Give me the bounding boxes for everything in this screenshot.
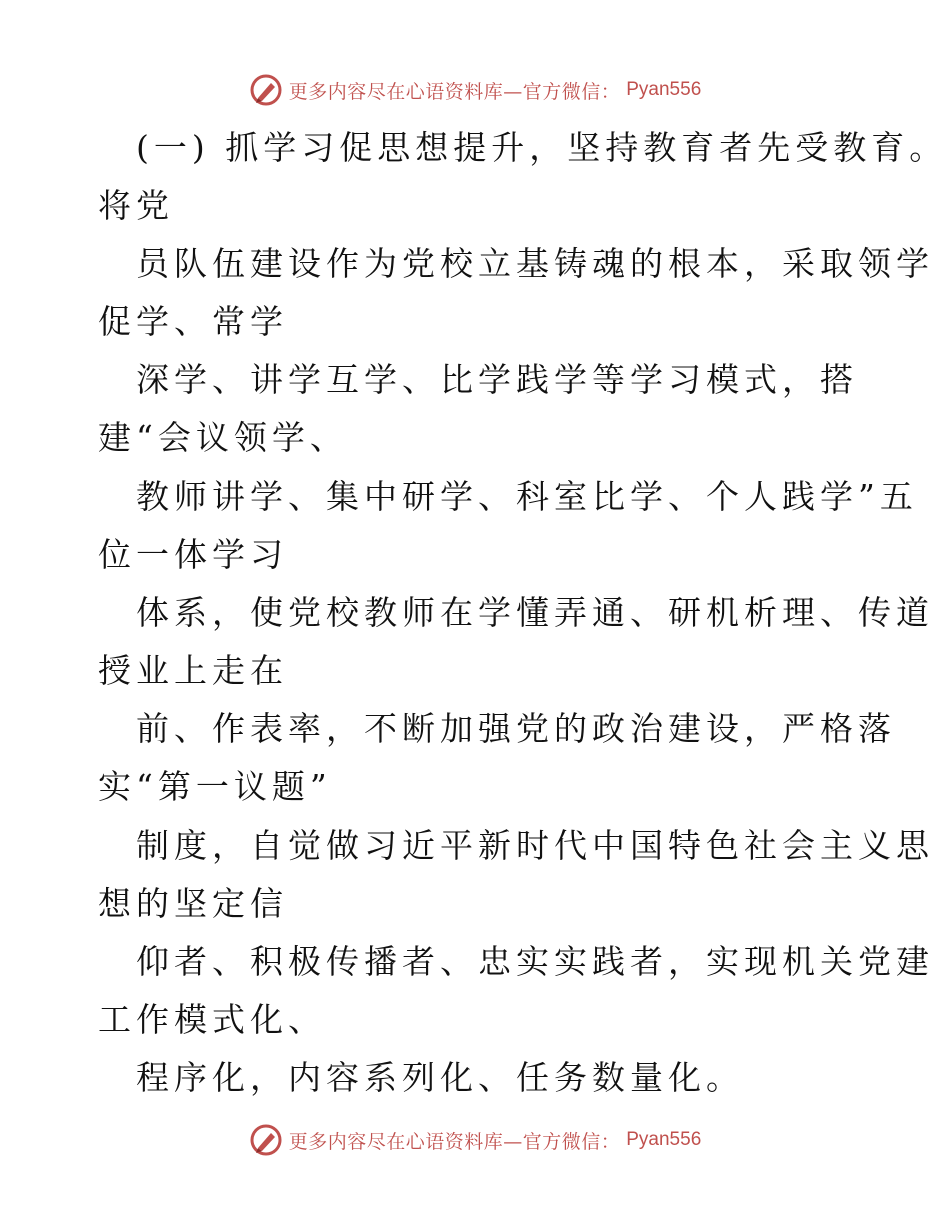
text-line: 工作模式化、 [98,1000,326,1039]
text-line: 教师讲学、集中研学、科室比学、个人践学”五 [136,477,918,516]
text-line: 促学、常学 [98,302,288,341]
text-line: 前、作表率，不断加强党的政治建设，严格落 [136,709,896,748]
watermark-wechat-id: Pyan556 [626,1129,702,1150]
text-line: 实“第一议题” [98,767,332,806]
watermark-text: 更多内容尽在心语资料库—官方微信： [288,1130,621,1153]
text-line: 位一体学习 [98,535,288,574]
text-line: (一) 抓学习促思想提升，坚持教育者先受教育。 [136,128,948,167]
text-line: 程序化，内容系列化、任务数量化。 [136,1058,744,1097]
pen-logo-icon [249,1123,283,1157]
text-line: 制度，自觉做习近平新时代中国特色社会主义思 [136,826,934,865]
watermark-wechat-id: Pyan556 [626,79,702,100]
text-line: 仰者、积极传播者、忠实实践者，实现机关党建 [136,942,934,981]
footer-watermark [0,1120,950,1160]
text-line: 建“会议领学、 [98,418,348,457]
text-line: 员队伍建设作为党校立基铸魂的根本，采取领学 [136,244,934,283]
text-line: 深学、讲学互学、比学践学等学习模式，搭 [136,360,858,399]
text-line: 想的坚定信 [98,884,288,923]
text-line: 体系，使党校教师在学懂弄通、研机析理、传道 [136,593,934,632]
pen-logo-icon [249,73,283,107]
text-line: 将党 [98,186,174,225]
watermark-text: 更多内容尽在心语资料库—官方微信： [288,80,621,103]
header-watermark [0,70,950,110]
text-line: 授业上走在 [98,651,288,690]
